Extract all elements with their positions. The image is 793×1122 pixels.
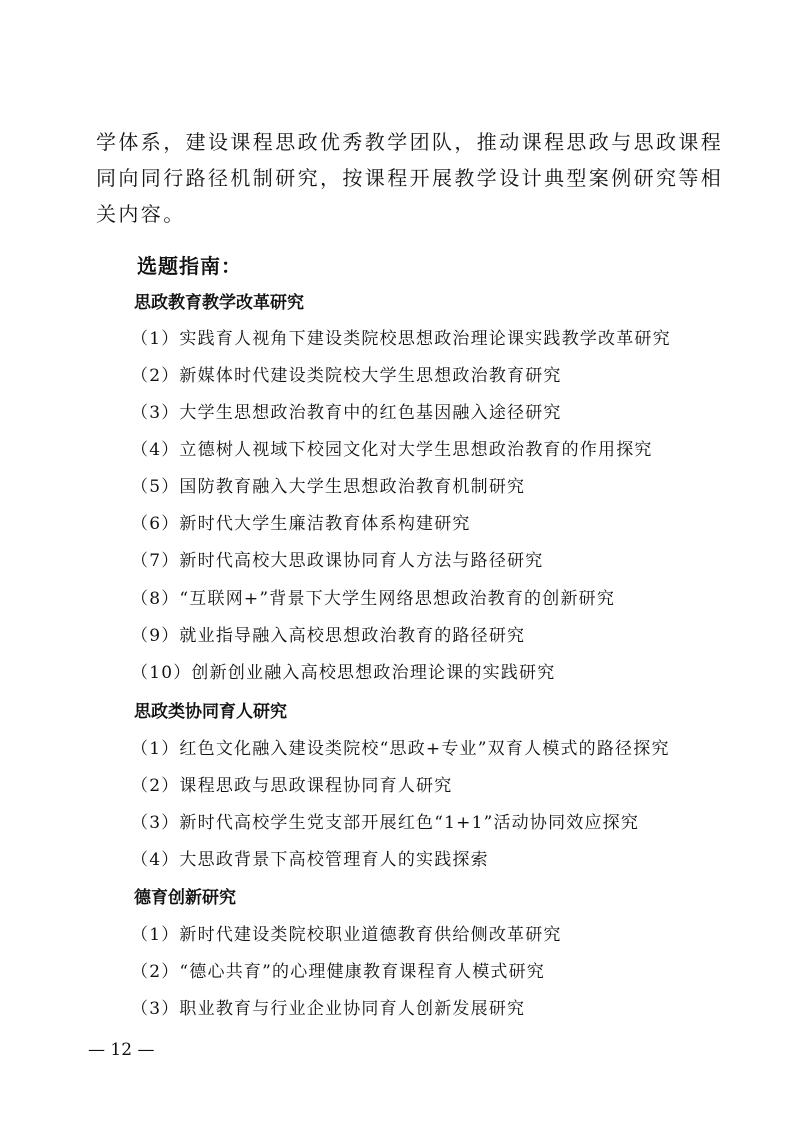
list-item: （10）创新创业融入高校思想政治理论课的实践研究 xyxy=(131,663,556,683)
list-item: （3）新时代高校学生党支部开展红色“1+1”活动协同效应探究 xyxy=(131,813,640,833)
intro-line: 关内容。 xyxy=(96,202,186,226)
list-item: （1）红色文化融入建设类院校“思政+专业”双育人模式的路径探究 xyxy=(131,739,670,759)
list-item: （4）大思政背景下高校管理育人的实践探索 xyxy=(131,850,489,870)
list-item: （6）新时代大学生廉洁教育体系构建研究 xyxy=(131,514,471,534)
list-item: （2）课程思政与思政课程协同育人研究 xyxy=(131,776,453,796)
list-item: （1）实践育人视角下建设类院校思想政治理论课实践教学改革研究 xyxy=(131,329,671,349)
list-item: （9）就业指导融入高校思想政治教育的路径研究 xyxy=(131,626,526,646)
page-number: — 12 — xyxy=(88,1040,155,1060)
section-title: 思政教育教学改革研究 xyxy=(134,293,304,313)
list-item: （2）新媒体时代建设类院校大学生思想政治教育研究 xyxy=(131,366,562,386)
intro-line: 学体系，建设课程思政优秀教学团队，推动课程思政与思政课程 xyxy=(96,130,724,154)
guide-title: 选题指南： xyxy=(137,254,242,278)
list-item: （8）“互联网+”背景下大学生网络思想政治教育的创新研究 xyxy=(131,589,616,609)
intro-line: 同向同行路径机制研究，按课程开展教学设计典型案例研究等相 xyxy=(96,166,724,190)
list-item: （2）“德心共育”的心理健康教育课程育人模式研究 xyxy=(131,962,545,982)
list-item: （3）大学生思想政治教育中的红色基因融入途径研究 xyxy=(131,403,562,423)
list-item: （3）职业教育与行业企业协同育人创新发展研究 xyxy=(131,999,526,1019)
list-item: （5）国防教育融入大学生思想政治教育机制研究 xyxy=(131,477,526,497)
section-title: 思政类协同育人研究 xyxy=(134,702,287,722)
section-title: 德育创新研究 xyxy=(134,888,236,908)
list-item: （1）新时代建设类院校职业道德教育供给侧改革研究 xyxy=(131,925,562,945)
list-item: （4）立德树人视域下校园文化对大学生思想政治教育的作用探究 xyxy=(131,440,653,460)
list-item: （7）新时代高校大思政课协同育人方法与路径研究 xyxy=(131,551,544,571)
intro-paragraph xyxy=(96,124,724,232)
